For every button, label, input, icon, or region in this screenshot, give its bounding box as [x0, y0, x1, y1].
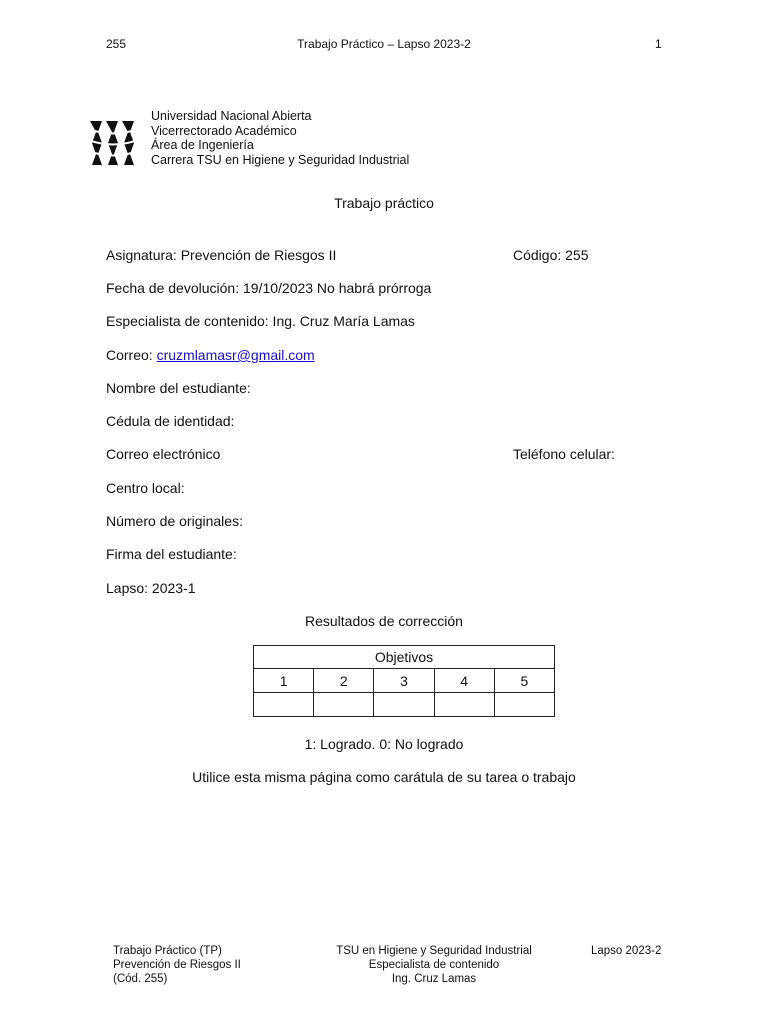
footer-center-line: Ing. Cruz Lamas [391, 973, 477, 985]
footer-right: Lapso 2023-2 [591, 945, 662, 957]
document-title: Trabajo práctico [334, 195, 434, 211]
objectives-table [253, 645, 555, 717]
objective-result-cell [494, 693, 554, 717]
email-link[interactable]: cruzmlamasr@gmail.com [156, 347, 315, 363]
header-title: Trabajo Práctico – Lapso 2023-2 [297, 37, 471, 51]
objective-result-cell [254, 693, 314, 717]
objective-number: 3 [374, 669, 434, 693]
phone-field: Teléfono celular: [513, 446, 615, 462]
footer-left-line: Trabajo Práctico (TP) [113, 945, 222, 957]
specialist-field: Especialista de contenido: Ing. Cruz María Lamas [106, 313, 415, 329]
institution-block [151, 109, 409, 167]
originals-count-field: Número de originales: [106, 513, 243, 529]
objective-number: 2 [314, 669, 374, 693]
objective-result-cell [314, 693, 374, 717]
institution-line: Carrera TSU en Higiene y Seguridad Industrial [151, 152, 410, 167]
results-legend: 1: Logrado. 0: No logrado [304, 736, 464, 752]
id-card-field: Cédula de identidad: [106, 413, 235, 429]
objective-result-cell [434, 693, 494, 717]
signature-field: Firma del estudiante: [106, 546, 237, 562]
code-field: Código: 255 [513, 247, 589, 263]
footer-left-line: (Cód. 255) [113, 973, 168, 985]
objective-number: 1 [254, 669, 314, 693]
email-label: Correo: [106, 347, 157, 363]
local-center-field: Centro local: [106, 480, 185, 496]
student-name-field: Nombre del estudiante: [106, 380, 251, 396]
email-line [106, 347, 315, 363]
subject-field: Asignatura: Prevención de Riesgos II [106, 247, 337, 263]
student-email-field: Correo electrónico [106, 446, 221, 462]
cover-note: Utilice esta misma página como carátula de su tarea o trabajo [192, 769, 576, 785]
footer-center [300, 944, 568, 986]
due-date-field: Fecha de devolución: 19/10/2023 No habrá prórroga [106, 280, 432, 296]
institution-line: Universidad Nacional Abierta [151, 109, 312, 123]
results-title: Resultados de corrección [305, 613, 463, 629]
institution-line: Área de Ingeniería [151, 138, 254, 152]
footer-center-line: TSU en Higiene y Seguridad Industrial [336, 945, 532, 957]
objective-result-cell [374, 693, 434, 717]
institution-line: Vicerrectorado Académico [151, 123, 297, 138]
term-field: Lapso: 2023-1 [106, 580, 196, 596]
footer-left [113, 944, 241, 986]
footer-center-line: Especialista de contenido [368, 959, 500, 971]
objective-number: 4 [434, 669, 494, 693]
objective-number: 5 [494, 669, 554, 693]
footer-left-line: Prevención de Riesgos II [113, 959, 241, 971]
objectives-header: Objetivos [254, 646, 555, 669]
header-page-code: 255 [106, 37, 127, 51]
header-page-number: 1 [655, 37, 662, 51]
una-logo-icon [88, 118, 138, 168]
